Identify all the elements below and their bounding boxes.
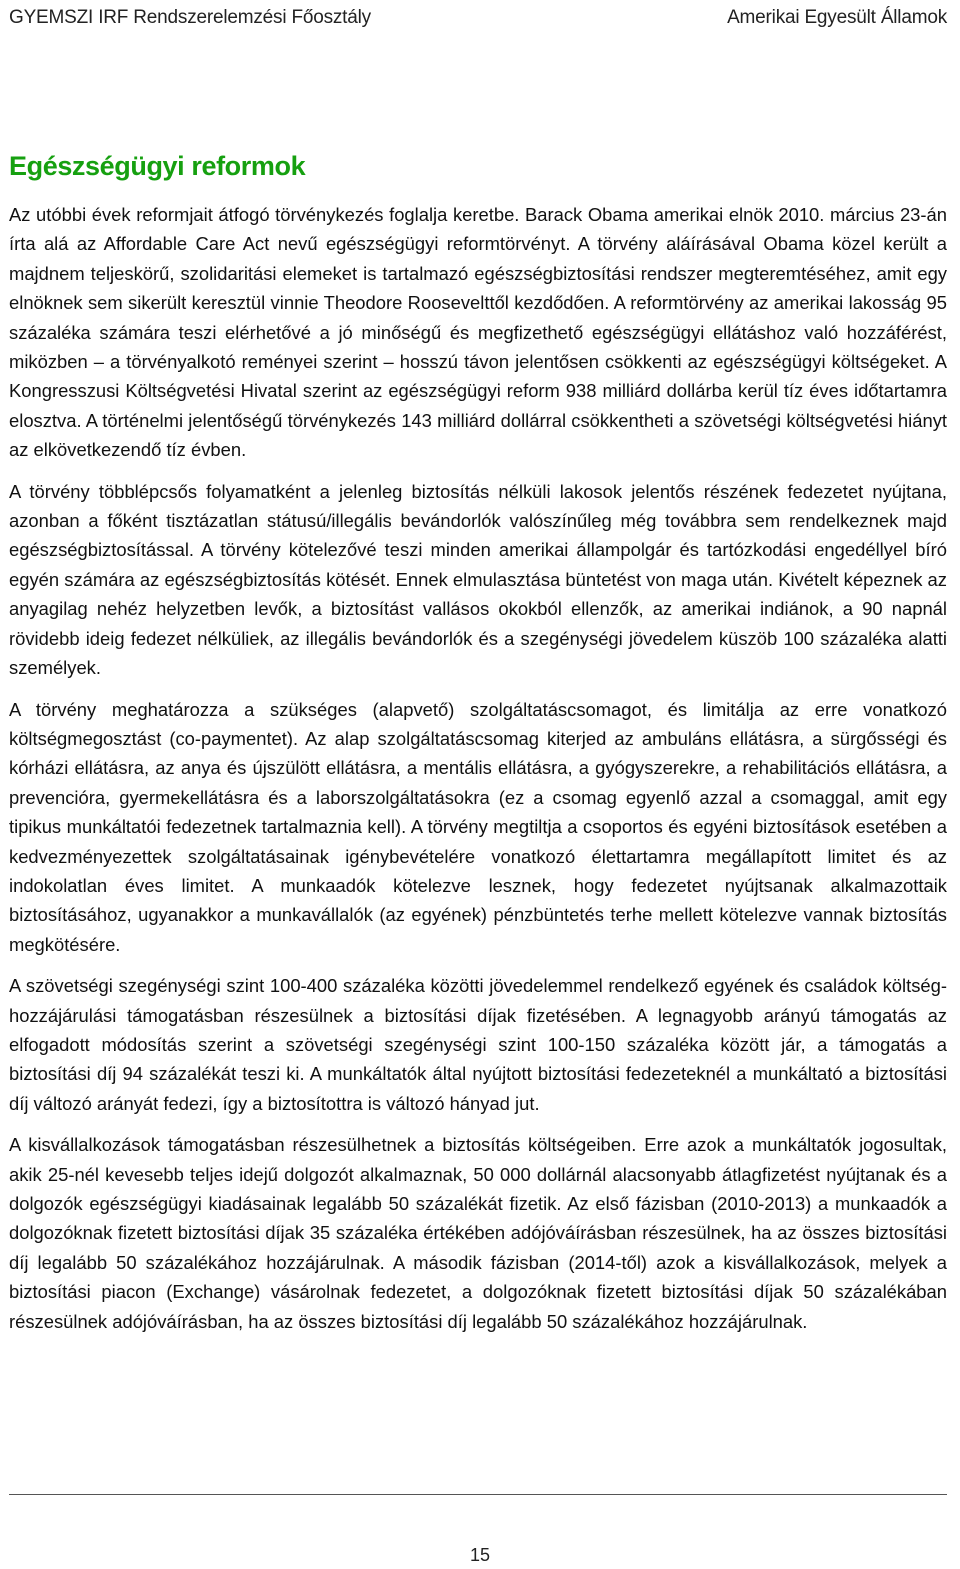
paragraph: A kisvállalkozások támogatásban részesülhetnek a biztosítás költségeiben. Erre azok a munkáltatók jogosultak, akik 25-nél kevesebb teljes idejű dolgozót alkalmaznak, 50 000 dollárnál alacsonyabb átlagfizetést nyújtanak és a dolgozók egészségügyi kiadásainak legalább 50 százalékát fizetik. Az első fázisban (2010-2013) a munkaadók a dolgozóknak fizetett biztosítási díjak 35 százaléka értékében adójóváírásban részesülnek, ha az összes biztosítási díj legalább 50 százalékához hozzájárulnak. A második fázisban (2014-től) azok a kisvállalkozások, melyek a biztosítási piacon (Exchange) vásárolnak fedezetet, a dolgozóknak fizetett biztosítási díjak 50 százalékában részesülnek adójóváírásban, ha az összes biztosítási díj legalább 50 százalékához hozzájárulnak. [9, 1134, 947, 1332]
page-number: 15 [469, 1545, 491, 1565]
body-text [9, 200, 947, 1336]
paragraph: A törvény meghatározza a szükséges (alapvető) szolgáltatáscsomagot, és limitálja az erre vonatkozó költségmegosztást (co-paymentet). Az alap szolgáltatáscsomag kiterjed az ambuláns ellátásra, a sürgősségi és kórházi ellátásra, az anya és újszülött ellátásra, a mentális ellátásra, a gyógyszerekre, a rehabilitációs ellátásra, a prevencióra, gyermekellátásra és a laborszolgáltatásokra (ez a csomag egyenlő azzal a csomaggal, amit egy tipikus munkáltatói fedezetnek tartalmaznia kell). A törvény megtiltja a csoportos és egyéni biztosítások esetében a kedvezményezettek szolgáltatásainak igénybevételére vonatkozó élettartamra megállapított limitet és az indokolatlan éves limitet. A munkaadók kötelezve lesznek, hogy fedezetet nyújtsanak alkalmazottaik biztosításához, ugyanakkor a munkavállalók (az egyének) pénzbüntetés terhe mellett kötelezve vannak biztosítás megkötésére. [9, 698, 947, 955]
paragraph: A szövetségi szegénységi szint 100-400 százaléka közötti jövedelemmel rendelkező egyének és családok költség-hozzájárulási támogatásban részesülnek a biztosítási díjak fizetésében. A legnagyobb arányú támogatás az elfogadott módosítás szerint a szövetségi szegénységi szint 100-150 százaléka között jár, a támogatás a biztosítási díj 94 százalékát teszi ki. A munkáltatók által nyújtott biztosítási fedezeteknél a munkáltató a biztosítási díj változó arányát fedezi, így a biztosítottra is változó hányad jut. [9, 975, 947, 1114]
header-organization: GYEMSZI IRF Rendszerelemzési Főosztály [9, 7, 371, 28]
section-title: Egészségügyi reformok [9, 151, 306, 181]
running-header [9, 4, 947, 32]
paragraph: Az utóbbi évek reformjait átfogó törvénykezés foglalja keretbe. Barack Obama amerikai elnök 2010. március 23-án írta alá az Affordable Care Act nevű egészségügyi reformtörvényt. A törvény aláírásával Obama közel került a majdnem teljeskörű, szolidaritási elemeket is tartalmazó egészségbiztosítási rendszer megteremtéséhez, amit egy elnöknek sem sikerült keresztül vinnie Theodore Roosevelttől kezdődően. A reformtörvény az amerikai lakosság 95 százaléka számára teszi elérhetővé a jó minőségű és megfizethető egészségügyi ellátáshoz való hozzáférést, miközben – a törvényalkotó reményei szerint – hosszú távon jelentősen csökkenti az egészségügyi költségeket. A Kongresszusi Költségvetési Hivatal szerint az egészségügyi reform 938 milliárd dollárba kerül tíz éves időtartamra elosztva. A történelmi jelentőségű törvénykezés 143 milliárd dollárral csökkentheti a szövetségi költségvetési hiányt az elkövetkezendő tíz évben. [9, 204, 947, 461]
footer-divider [9, 1494, 947, 1495]
header-country: Amerikai Egyesült Államok [727, 7, 947, 28]
paragraph: A törvény többlépcsős folyamatként a jelenleg biztosítás nélküli lakosok jelentős részének fedezetet nyújtana, azonban a főként tisztázatlan státusú/illegális bevándorlók valószínűleg még továbbra sem rendelkeznek majd egészségbiztosítással. A törvény kötelezővé teszi minden amerikai állampolgár és tartózkodási engedéllyel bíró egyén számára az egészségbiztosítás kötését. Ennek elmulasztása büntetést von maga után. Kivételt képeznek az anyagilag nehéz helyzetben levők, a biztosítást vallásos okokból ellenzők, az amerikai indiánok, a 90 napnál rövidebb ideig fedezet nélküliek, az illegális bevándorlók és a szegénységi jövedelem küszöb 100 százaléka alatti személyek. [9, 480, 947, 679]
